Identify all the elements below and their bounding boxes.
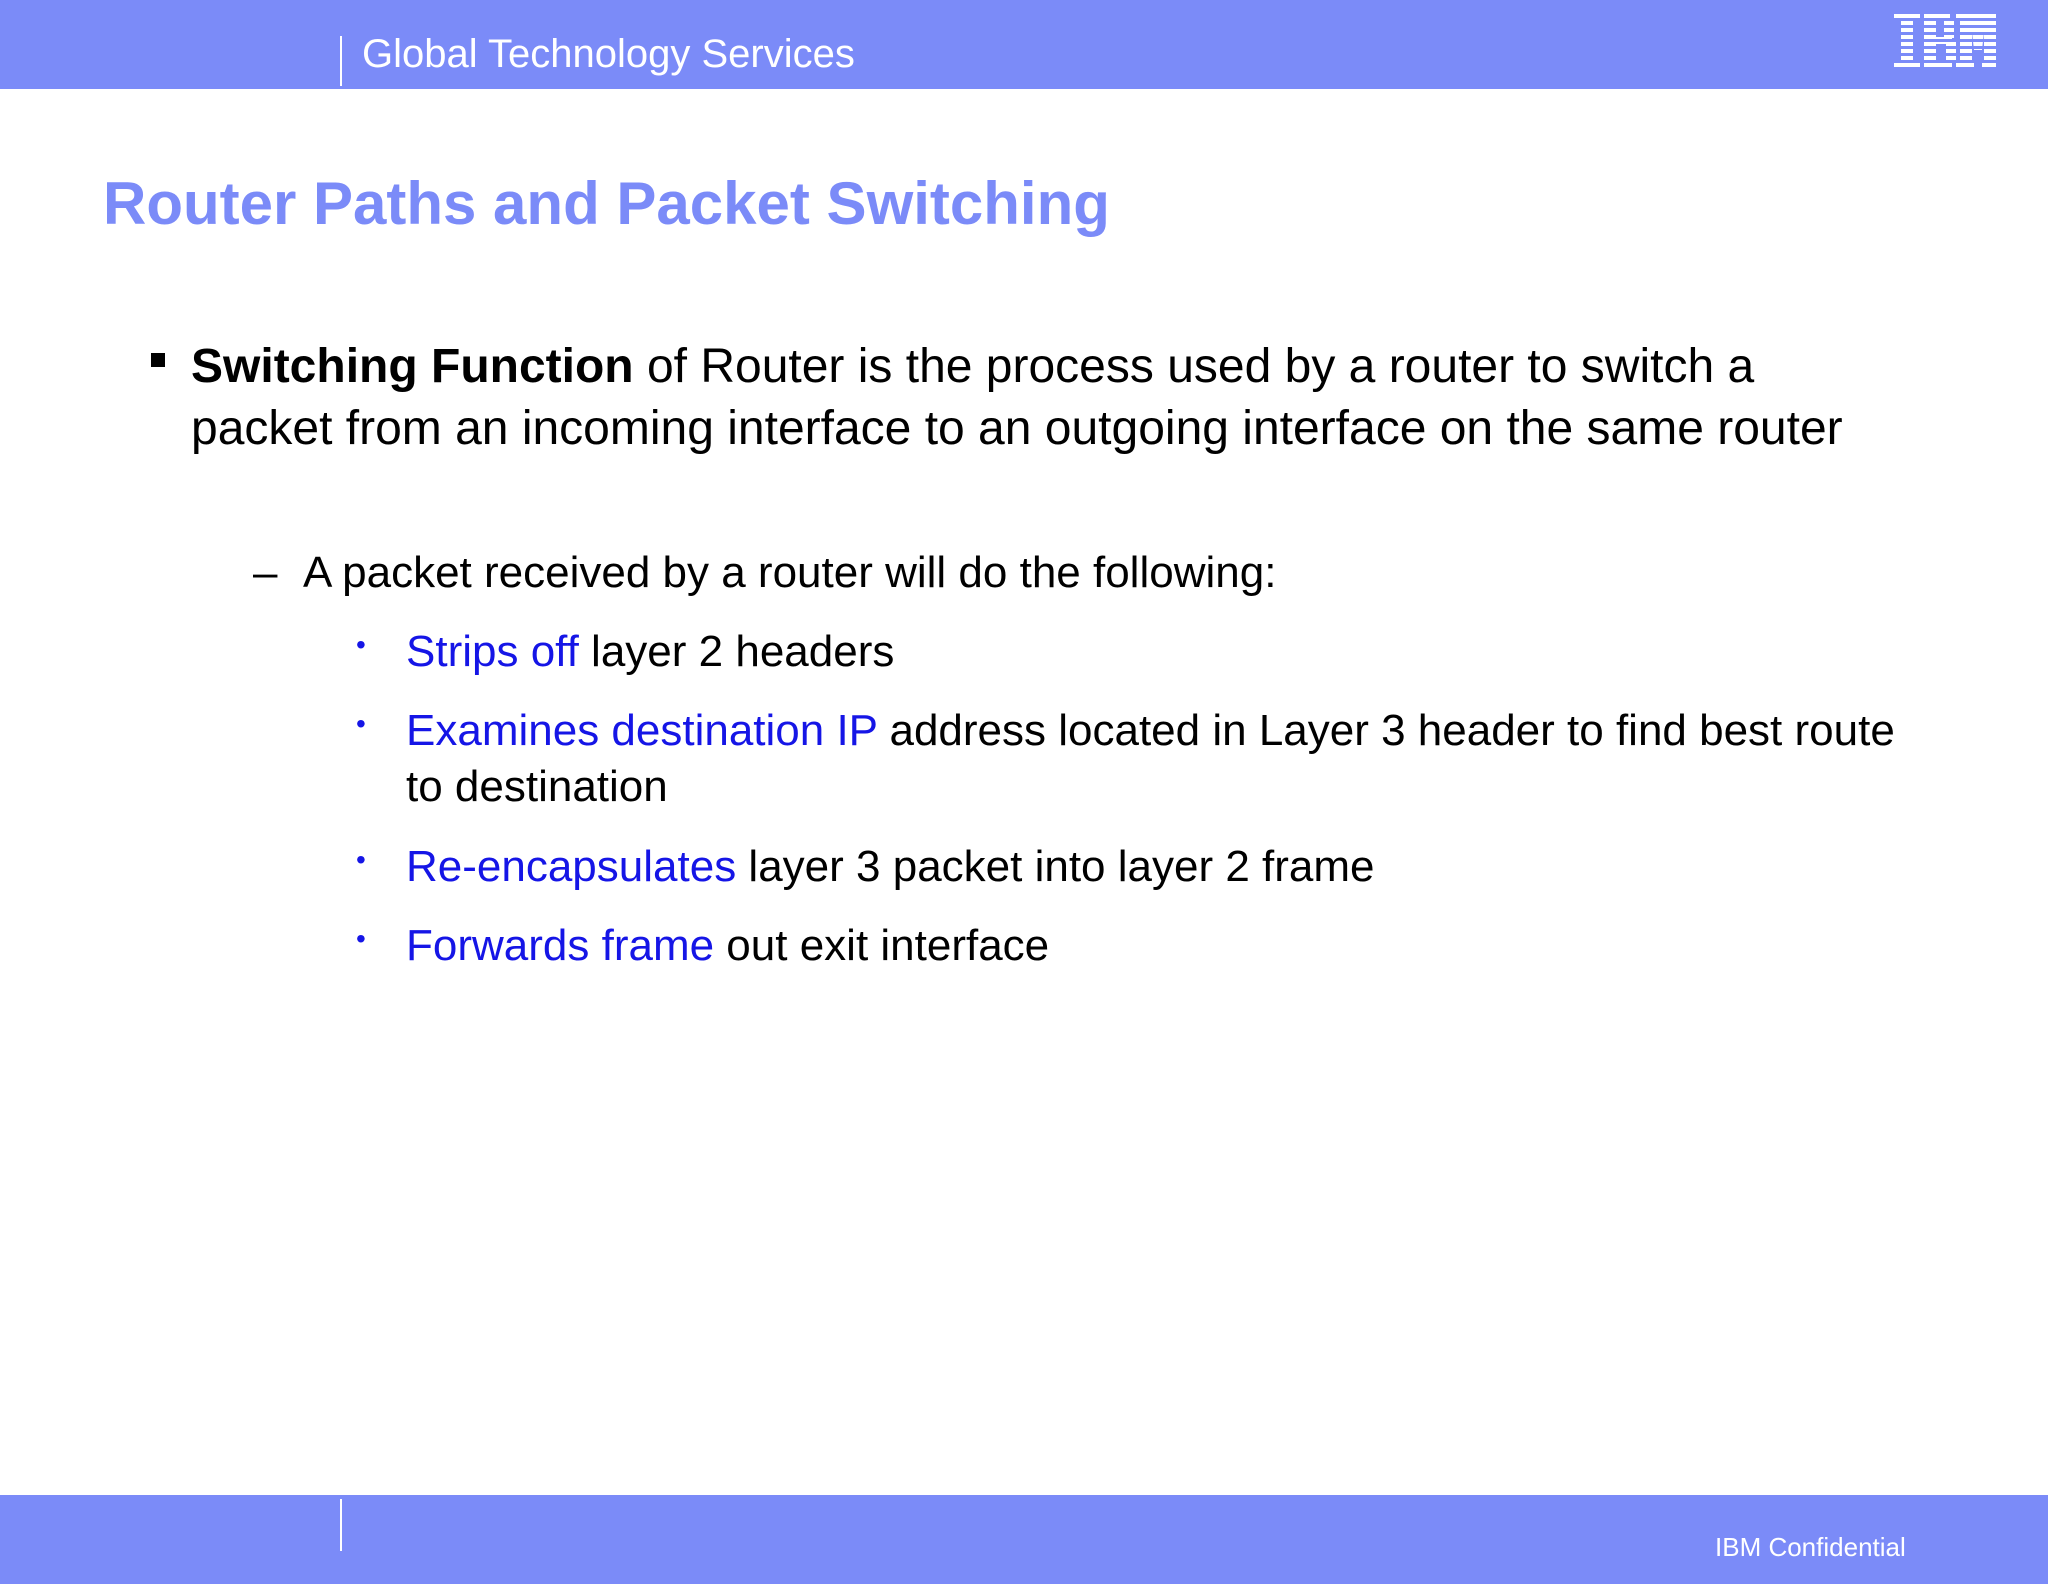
list-item-text: address located in Layer 3 header to find best route to destination — [406, 706, 1895, 811]
list-item-highlight: Forwards frame — [406, 921, 715, 970]
header-title: Global Technology Services — [362, 32, 855, 76]
bullet-text: of Router is the process used by a router to switch a packet from an incoming interface to an outgoing interface on the same router — [191, 340, 1843, 455]
list-item — [406, 703, 1906, 815]
square-bullet-icon — [151, 353, 165, 367]
footer-confidential-label: IBM Confidential — [1715, 1532, 1906, 1562]
dot-bullet-icon: • — [356, 708, 366, 739]
bullet-bold-term: Switching Function — [191, 340, 634, 393]
list-item-highlight: Examines destination IP — [406, 706, 878, 755]
dash-bullet-icon: – — [253, 548, 278, 597]
list-item — [406, 918, 1906, 974]
list-item-highlight: Strips off — [406, 627, 579, 676]
header-bar — [0, 0, 2048, 89]
list-item-highlight: Re-encapsulates — [406, 842, 737, 891]
footer-divider — [340, 1499, 342, 1551]
sub-bullet-text: A packet received by a router will do the following: — [303, 548, 1277, 597]
slide-title: Router Paths and Packet Switching — [103, 170, 1110, 237]
header-divider — [340, 36, 342, 86]
list-item-text: layer 3 packet into layer 2 frame — [736, 842, 1375, 891]
dot-bullet-icon: • — [356, 923, 366, 954]
dot-bullet-icon: • — [356, 844, 366, 875]
dot-bullet-icon: • — [356, 629, 366, 660]
ibm-logo — [1894, 14, 1996, 72]
list-item — [406, 839, 1906, 895]
list-item-text: out exit interface — [714, 921, 1050, 970]
list-item-text: layer 2 headers — [578, 627, 895, 676]
bullet-switching-function — [191, 336, 1891, 460]
list-item — [406, 624, 1906, 680]
